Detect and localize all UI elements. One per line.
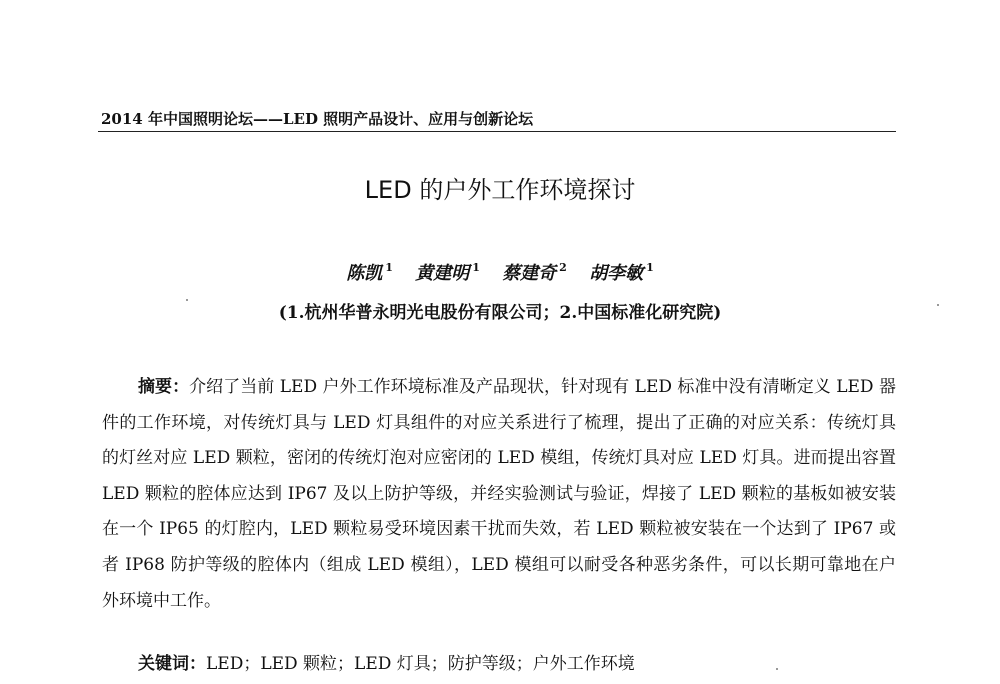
author-list [0, 259, 1000, 285]
author [502, 259, 567, 285]
header-rule [98, 131, 896, 132]
author-name: 陈凯 [346, 263, 383, 284]
abstract-text: 介绍了当前 LED 户外工作环境标准及产品现状，针对现有 LED 标准中没有清晰定义 LED 器件的工作环境，对传统灯具与 LED 灯具组件的对应关系进行了梳理，提出了正确的对应关系：传统灯具的灯丝对应 LED 颗粒，密闭的传统灯泡对应密闭的 LED 模组，传统灯具对应 LED 灯具。进而提出容置 LED 颗粒的腔体应达到 IP67 及以上防护等级，并经实验测试与验证，焊接了 LED 颗粒的基板如被安装在一个 IP65 的灯腔内，LED 颗粒易受环境因素干扰而失效，若 LED 颗粒被安装在一个达到了 IP67 或者 IP68 防护等级的腔体内（组成 LED 模组），LED 模组可以耐受各种恶劣条件，可以长期可靠地在户外环境中工作。 [102, 377, 896, 611]
abstract-label: 摘要： [138, 377, 190, 397]
keywords [138, 649, 635, 674]
affiliations: (1.杭州华普永明光电股份有限公司；2.中国标准化研究院) [278, 303, 722, 323]
author-name: 黄建明 [415, 263, 470, 284]
author-name: 胡李敏 [589, 263, 644, 284]
keywords-text: LED；LED 颗粒；LED 灯具；防护等级；户外工作环境 [206, 654, 635, 674]
paper-title: LED 的户外工作环境探讨 [364, 176, 636, 204]
author [589, 259, 654, 285]
author-affiliation-mark: 1 [472, 261, 480, 274]
author-name: 蔡建奇 [502, 263, 557, 284]
author [415, 259, 480, 285]
scan-speck [937, 304, 939, 306]
author-affiliation-mark: 2 [559, 261, 567, 274]
running-header: 2014 年中国照明论坛——LED 照明产品设计、应用与创新论坛 [101, 110, 534, 128]
keywords-label: 关键词： [138, 654, 206, 674]
author-affiliation-mark: 1 [646, 261, 654, 274]
scan-speck [186, 299, 188, 301]
scan-speck [776, 668, 778, 670]
author-affiliation-mark: 1 [385, 261, 393, 274]
abstract [102, 370, 896, 619]
author [346, 259, 393, 285]
